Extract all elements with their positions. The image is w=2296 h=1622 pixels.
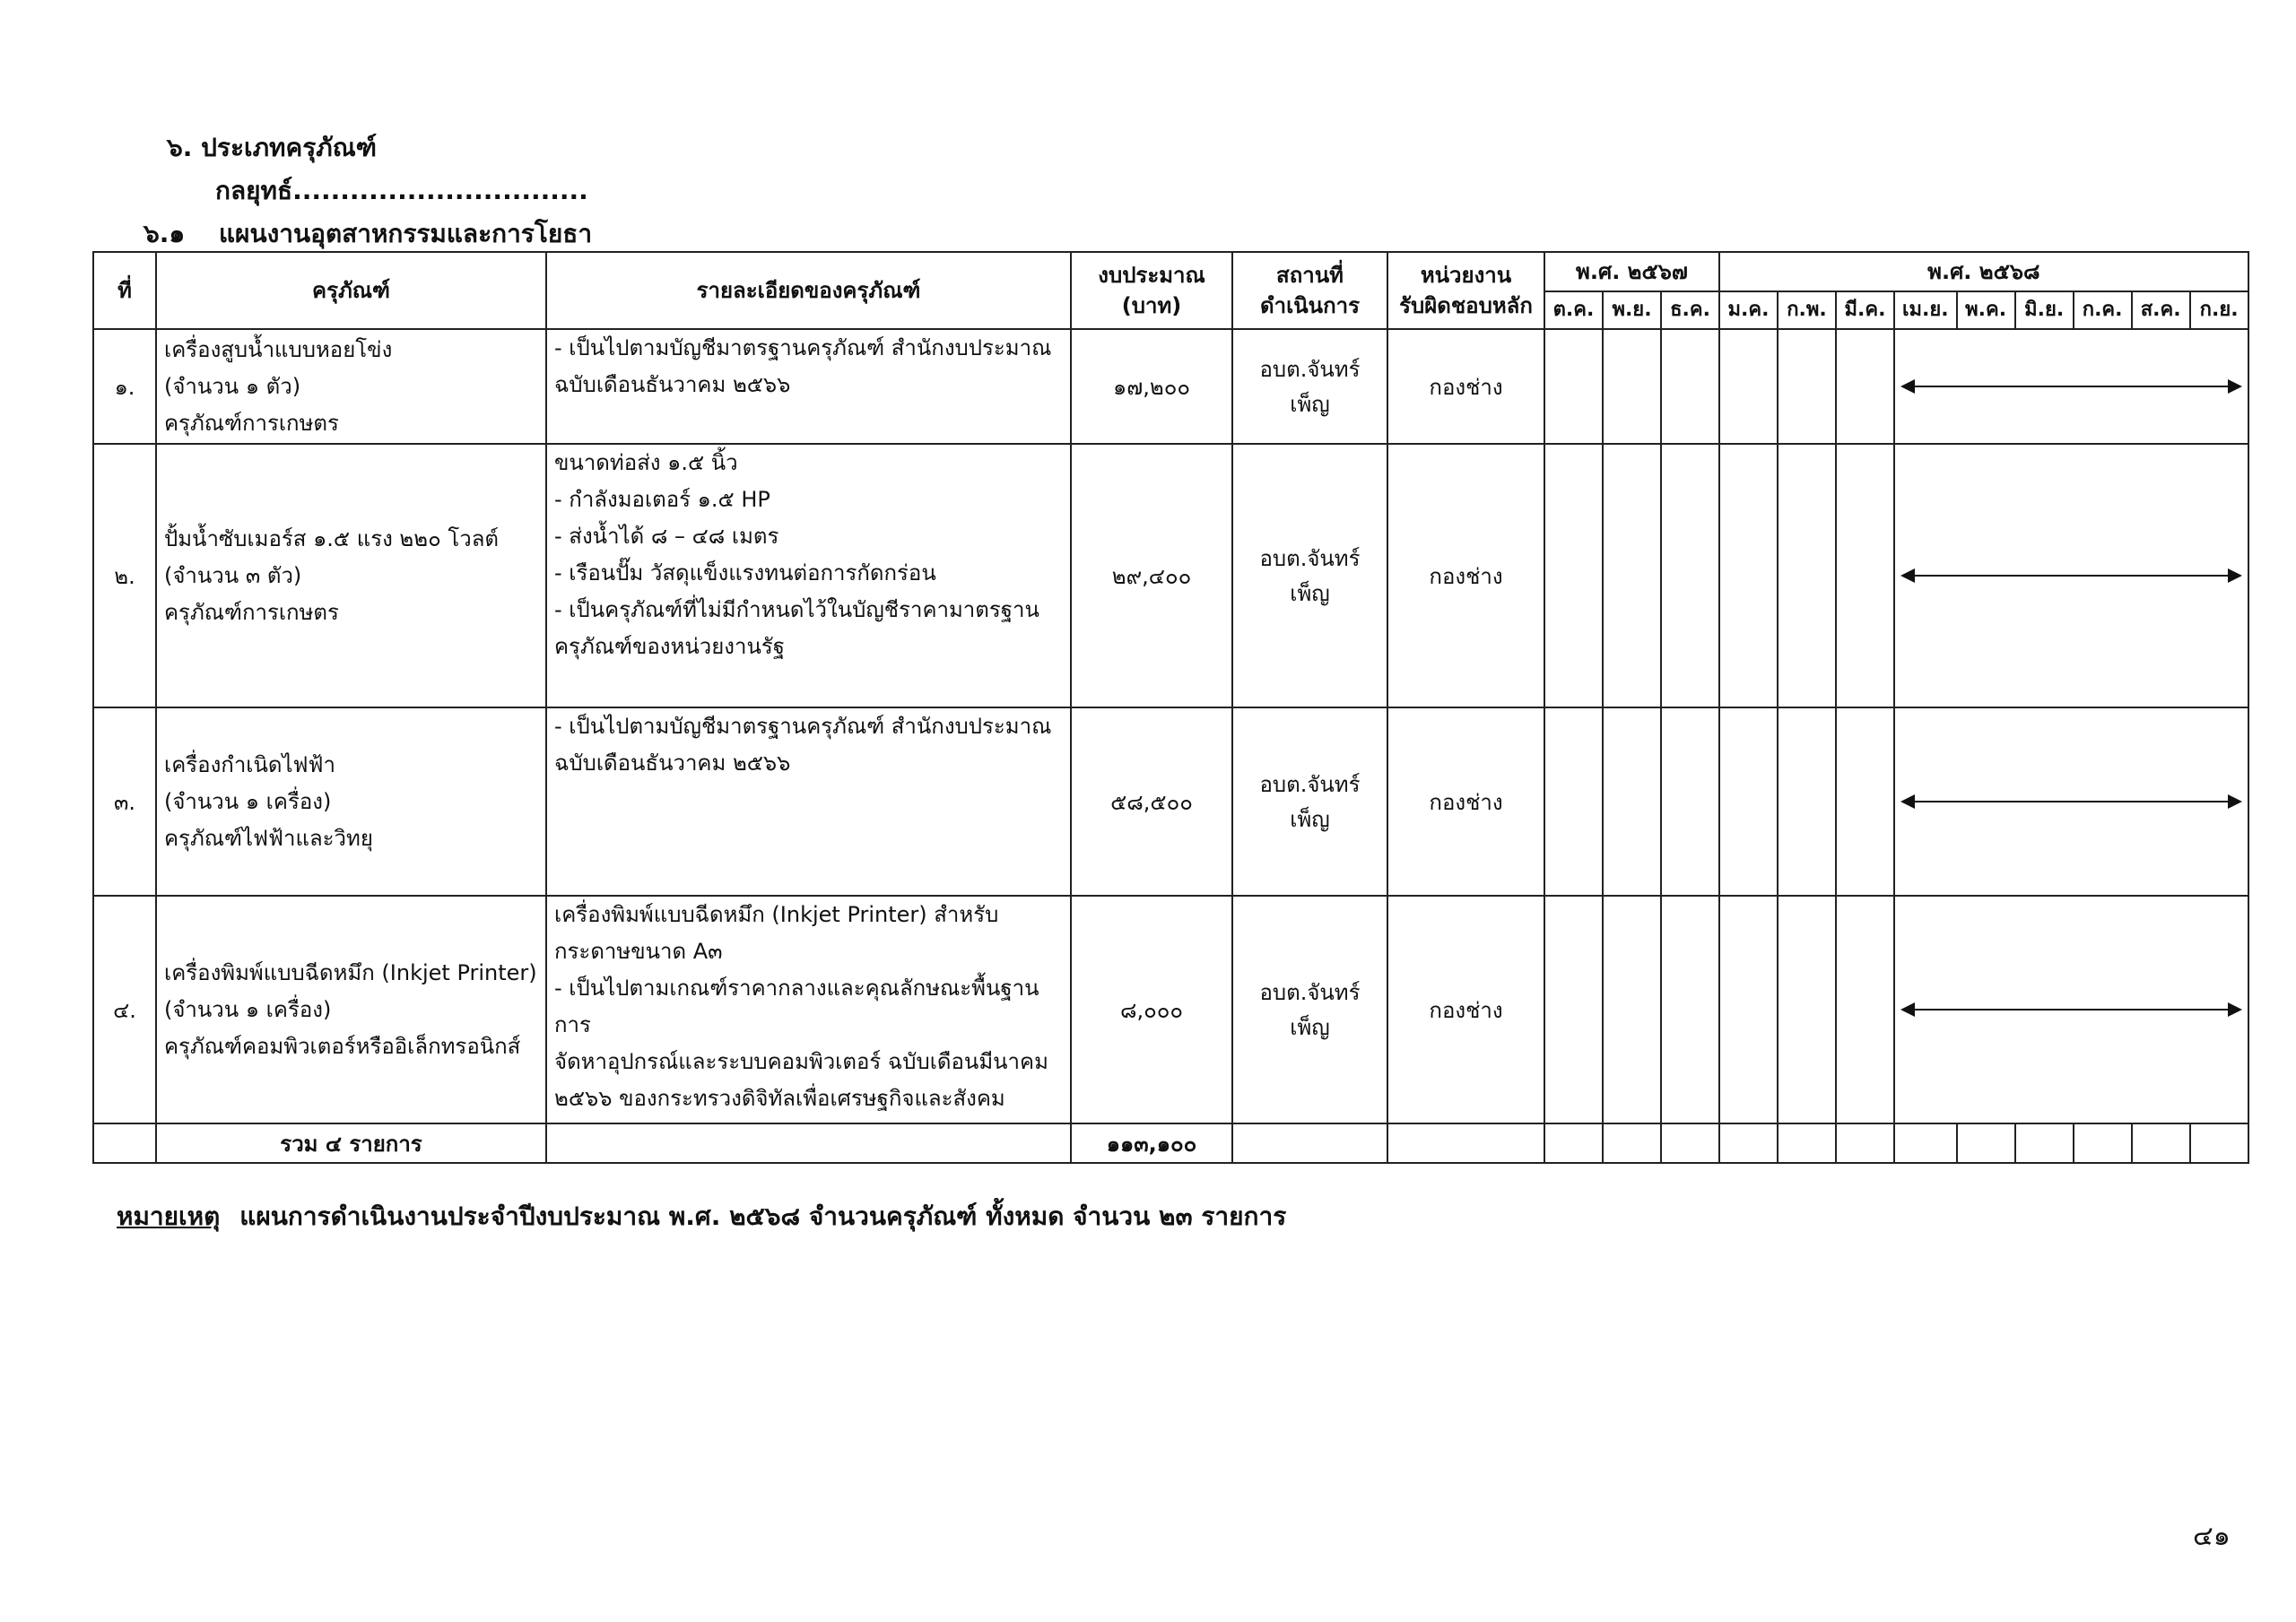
remark (117, 1197, 1286, 1236)
total-empty (93, 1123, 156, 1163)
header-budget-line2: (บาท) (1121, 293, 1182, 318)
place-cell: อบต.จันทร์เพ็ญ (1232, 896, 1387, 1123)
total-empty (1232, 1123, 1387, 1163)
detail-line: เครื่องพิมพ์แบบฉีดหมึก (Inkjet Printer) สำหรับ (554, 902, 999, 927)
detail-line: ๒๕๖๖ ของกระทรวงดิจิทัลเพื่อเศรษฐกิจและสังคม (554, 1086, 1005, 1111)
total-row (93, 1123, 2248, 1163)
month-header: ก.พ. (1778, 291, 1836, 329)
month-cell (1836, 707, 1894, 896)
month-cell (1778, 896, 1836, 1123)
month-header: พ.ย. (1603, 291, 1661, 329)
row-number: ๒. (93, 444, 156, 707)
detail-line: ฉบับเดือนธันวาคม ๒๕๖๖ (554, 750, 791, 776)
item-line: (จำนวน ๑ ตัว) (164, 373, 301, 399)
header-unit (1387, 252, 1544, 329)
table-row (93, 707, 2248, 896)
month-header: ม.ค. (1719, 291, 1778, 329)
item-line: ปั้มน้ำซับเมอร์ส ๑.๕ แรง ๒๒๐ โวลต์ (164, 525, 500, 551)
total-empty (1603, 1123, 1661, 1163)
unit-cell: กองช่าง (1387, 444, 1544, 707)
detail-line: ฉบับเดือนธันวาคม ๒๕๖๖ (554, 372, 791, 397)
total-budget: ๑๑๓,๑๐๐ (1071, 1123, 1232, 1163)
place-cell: อบต.จันทร์เพ็ญ (1232, 444, 1387, 707)
row-number: ๔. (93, 896, 156, 1123)
item-cell (156, 444, 546, 707)
page-number: ๔๑ (2193, 1521, 2231, 1552)
budget-cell: ๒๙,๔๐๐ (1071, 444, 1232, 707)
header-place-line2: ดำเนินการ (1260, 293, 1360, 318)
double-arrow-icon (1902, 575, 2240, 577)
schedule-cell (1894, 444, 2248, 707)
header-place-line1: สถานที่ (1276, 263, 1344, 288)
month-cell (1836, 896, 1894, 1123)
item-line: เครื่องกำเนิดไฟฟ้า (164, 751, 336, 777)
budget-cell: ๑๗,๒๐๐ (1071, 329, 1232, 444)
month-header: ต.ค. (1544, 291, 1603, 329)
month-cell (1778, 444, 1836, 707)
month-header: เม.ย. (1894, 291, 1957, 329)
month-header: มิ.ย. (2015, 291, 2074, 329)
plan-number: ๖.๑ (144, 219, 186, 248)
month-cell (1544, 896, 1603, 1123)
month-cell (1719, 707, 1778, 896)
schedule-cell (1894, 329, 2248, 444)
total-empty (1778, 1123, 1836, 1163)
month-header: ก.ย. (2190, 291, 2248, 329)
double-arrow-icon (1902, 1009, 2240, 1010)
table-row (93, 896, 2248, 1123)
item-line: (จำนวน ๓ ตัว) (164, 562, 302, 588)
row-number: ๑. (93, 329, 156, 444)
item-line: เครื่องพิมพ์แบบฉีดหมึก (Inkjet Printer) (164, 959, 537, 985)
month-cell (1836, 329, 1894, 444)
schedule-bar (1902, 330, 2240, 443)
month-cell (1778, 329, 1836, 444)
month-cell (1719, 444, 1778, 707)
header-budget-line1: งบประมาณ (1098, 263, 1205, 288)
total-empty (1957, 1123, 2015, 1163)
header-year-2568: พ.ศ. ๒๕๖๘ (1719, 252, 2248, 291)
month-cell (1719, 329, 1778, 444)
schedule-bar (1902, 445, 2240, 707)
month-cell (1544, 329, 1603, 444)
item-cell (156, 329, 546, 444)
total-empty (1544, 1123, 1603, 1163)
place-cell: อบต.จันทร์เพ็ญ (1232, 707, 1387, 896)
header-unit-line1: หน่วยงาน (1420, 263, 1512, 288)
item-line: ครุภัณฑ์การเกษตร (164, 599, 339, 625)
detail-line: - เป็นไปตามเกณฑ์ราคากลางและคุณลักษณะพื้นฐานการ (554, 976, 1039, 1037)
row-number: ๓. (93, 707, 156, 896)
detail-line: - ส่งน้ำได้ ๘ – ๔๘ เมตร (554, 524, 779, 549)
double-arrow-icon (1902, 386, 2240, 387)
item-line: เครื่องสูบน้ำแบบหอยโข่ง (164, 336, 393, 362)
unit-cell: กองช่าง (1387, 329, 1544, 444)
unit-cell: กองช่าง (1387, 707, 1544, 896)
month-cell (1544, 707, 1603, 896)
item-cell (156, 707, 546, 896)
table-row (93, 444, 2248, 707)
double-arrow-icon (1902, 801, 2240, 802)
detail-cell (546, 444, 1071, 707)
month-header: มี.ค. (1836, 291, 1894, 329)
month-cell (1544, 444, 1603, 707)
header-year-2567: พ.ศ. ๒๕๖๗ (1544, 252, 1719, 291)
total-empty (2074, 1123, 2132, 1163)
schedule-bar (1902, 897, 2240, 1123)
month-cell (1603, 707, 1661, 896)
detail-line: - เป็นครุภัณฑ์ที่ไม่มีกำหนดไว้ในบัญชีราคามาตรฐาน (554, 597, 1039, 622)
budget-cell: ๕๘,๕๐๐ (1071, 707, 1232, 896)
total-empty (1836, 1123, 1894, 1163)
month-header: ก.ค. (2074, 291, 2132, 329)
section-heading: ๖. ประเภทครุภัณฑ์ (167, 133, 377, 162)
detail-cell (546, 896, 1071, 1123)
detail-line: จัดหาอุปกรณ์และระบบคอมพิวเตอร์ ฉบับเดือนมีนาคม (554, 1049, 1048, 1074)
remark-text: แผนการดำเนินงานประจำปีงบประมาณ พ.ศ. ๒๕๖๘ จำนวนครุภัณฑ์ ทั้งหมด จำนวน ๒๓ รายการ (239, 1201, 1287, 1231)
detail-line: ครุภัณฑ์ของหน่วยงานรัฐ (554, 634, 785, 659)
month-header: พ.ค. (1957, 291, 2015, 329)
month-cell (1661, 444, 1719, 707)
month-cell (1778, 707, 1836, 896)
total-empty (1387, 1123, 1544, 1163)
detail-line: ขนาดท่อส่ง ๑.๕ นิ้ว (554, 450, 738, 475)
month-cell (1603, 444, 1661, 707)
schedule-cell (1894, 707, 2248, 896)
item-line: (จำนวน ๑ เครื่อง) (164, 788, 332, 814)
place-cell: อบต.จันทร์เพ็ญ (1232, 329, 1387, 444)
strategy-heading: กลยุทธ์............................... (215, 176, 588, 205)
remark-label: หมายเหตุ (117, 1201, 221, 1231)
total-empty (546, 1123, 1071, 1163)
month-cell (1719, 896, 1778, 1123)
schedule-cell (1894, 896, 2248, 1123)
detail-line: กระดาษขนาด A๓ (554, 939, 723, 964)
detail-cell (546, 707, 1071, 896)
detail-line: - เป็นไปตามบัญชีมาตรฐานครุภัณฑ์ สำนักงบประมาณ (554, 714, 1052, 739)
total-empty (2015, 1123, 2074, 1163)
schedule-bar (1902, 708, 2240, 895)
month-header: ธ.ค. (1661, 291, 1719, 329)
table-row (93, 329, 2248, 444)
item-line: ครุภัณฑ์คอมพิวเตอร์หรืออิเล็กทรอนิกส์ (164, 1033, 521, 1059)
month-cell (1661, 896, 1719, 1123)
plan-title: แผนงานอุตสาหกรรมและการโยธา (219, 219, 593, 248)
total-empty (1661, 1123, 1719, 1163)
month-cell (1603, 896, 1661, 1123)
total-label: รวม ๔ รายการ (156, 1123, 546, 1163)
total-empty (2190, 1123, 2248, 1163)
month-header: ส.ค. (2132, 291, 2190, 329)
equipment-plan-table (92, 251, 2249, 1164)
budget-cell: ๘,๐๐๐ (1071, 896, 1232, 1123)
unit-cell: กองช่าง (1387, 896, 1544, 1123)
detail-line: - กำลังมอเตอร์ ๑.๕ HP (554, 487, 770, 512)
header-budget (1071, 252, 1232, 329)
month-cell (1661, 329, 1719, 444)
header-item: ครุภัณฑ์ (156, 252, 546, 329)
header-detail: รายละเอียดของครุภัณฑ์ (546, 252, 1071, 329)
header-no: ที่ (93, 252, 156, 329)
plan-heading (144, 214, 592, 254)
header-place (1232, 252, 1387, 329)
header-unit-line2: รับผิดชอบหลัก (1399, 293, 1533, 318)
total-empty (2132, 1123, 2190, 1163)
detail-line: - เรือนปั๊ม วัสดุแข็งแรงทนต่อการกัดกร่อน (554, 560, 936, 585)
item-line: (จำนวน ๑ เครื่อง) (164, 996, 332, 1022)
month-cell (1603, 329, 1661, 444)
total-empty (1719, 1123, 1778, 1163)
item-line: ครุภัณฑ์ไฟฟ้าและวิทยุ (164, 825, 373, 851)
total-empty (1894, 1123, 1957, 1163)
month-cell (1836, 444, 1894, 707)
detail-cell (546, 329, 1071, 444)
detail-line: - เป็นไปตามบัญชีมาตรฐานครุภัณฑ์ สำนักงบประมาณ (554, 335, 1052, 360)
item-line: ครุภัณฑ์การเกษตร (164, 410, 339, 436)
item-cell (156, 896, 546, 1123)
month-cell (1661, 707, 1719, 896)
